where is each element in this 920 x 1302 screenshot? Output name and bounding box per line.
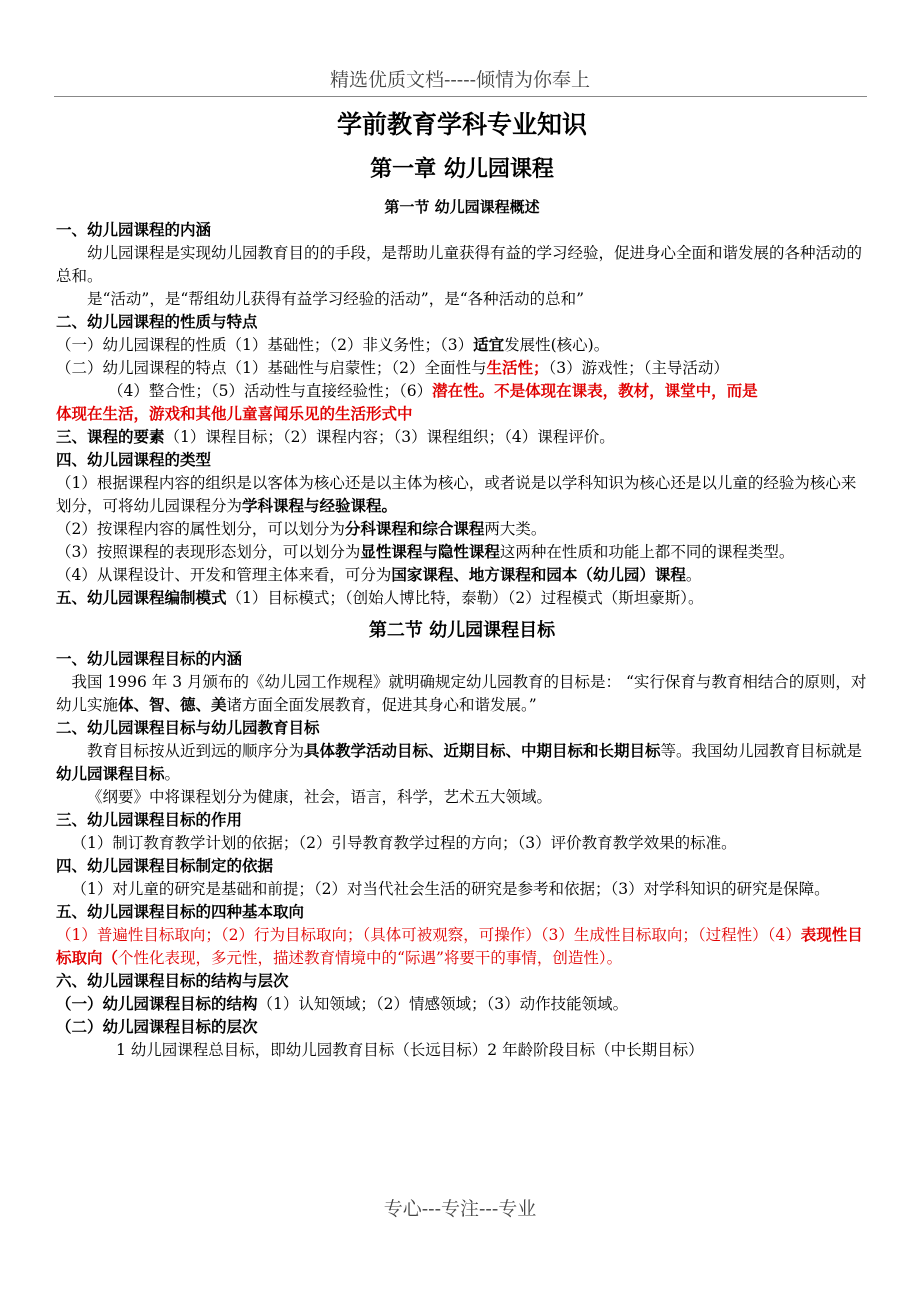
heading-2-3: 三、幼儿园课程目标的作用: [56, 811, 243, 829]
type-item-2: （2）按课程内容的属性划分，可以划分为分科课程和综合课程两大类。: [56, 520, 547, 538]
paragraph-2-5: （1）对儿童的研究是基础和前提；（2）对当代社会生活的研究是参考和依据；（3）对学科知识的研究是保障。: [71, 880, 830, 898]
document-body: [56, 104, 868, 1062]
paragraph-2-4: （1）制订教育教学计划的依据；（2）引导教育教学过程的方向；（3）评价教育教学效果的标准。: [71, 834, 737, 852]
paragraph-2-7: 1 幼儿园课程总目标，即幼儿园教育目标（长远目标）2 年龄阶段目标（中长期目标）: [116, 1041, 704, 1059]
paragraph-2-6: （1）普遍性目标取向；（2）行为目标取向；（具体可被观察，可操作）（3）生成性目标取向；（过程性）（4）表现性目标取向（个性化表现，多元性，描述教育情境中的“际遇”将要干的事情，创造性）。: [56, 926, 863, 967]
heading-2-5: 五、幼儿园课程目标的四种基本取向: [56, 903, 305, 921]
features-line-3: 体现在生活，游戏和其他儿童喜闻乐见的生活形式中: [56, 405, 413, 423]
paragraph-1-2: 是“活动”，是“帮组幼儿获得有益学习经验的活动”，是“各种活动的总和”: [87, 290, 585, 308]
heading-1-4: 四、幼儿园课程的类型: [56, 451, 212, 469]
features-line-2: （4）整合性；（5）活动性与直接经验性；（6）潜在性。不是体现在课表，教材，课堂中，而是: [108, 382, 758, 400]
chapter-title: 第一章 幼儿园课程: [370, 157, 554, 182]
paragraph-2-3: 《纲要》中将课程划分为健康，社会，语言，科学，艺术五大领域。: [87, 788, 553, 806]
heading-2-4: 四、幼儿园课程目标制定的依据: [56, 857, 274, 875]
nature-line: （一）幼儿园课程的性质（1）基础性；（2）非义务性；（3）适宜发展性(核心)。: [56, 336, 610, 354]
heading-1-1: 一、幼儿园课程的内涵: [56, 221, 212, 239]
type-item-1: （1）根据课程内容的组织是以客体为核心还是以主体为核心，或者说是以学科知识为核心还是以儿童的经验为核心来划分，可将幼儿园课程分为学科课程与经验课程。: [56, 474, 857, 515]
paragraph-2-1: 我国 1996 年 3 月颁布的《幼儿园工作规程》就明确规定幼儿园教育的目标是： “实行保育与教育相结合的原则，对幼儿实施体、智、德、美诸方面全面发展教育，促进其身心和谐发展。”: [56, 673, 867, 714]
paragraph-1-1: 幼儿园课程是实现幼儿园教育目的的手段，是帮助儿童获得有益的学习经验，促进身心全面和谐发展的各种活动的总和。: [56, 244, 863, 285]
features-line: （二）幼儿园课程的特点（1）基础性与启蒙性；（2）全面性与生活性；（3）游戏性；（主导活动）: [56, 359, 729, 377]
page-footer: 专心---专注---专业: [383, 1198, 537, 1220]
heading-2-8: （二）幼儿园课程目标的层次: [56, 1018, 258, 1036]
heading-2-6: 六、幼儿园课程目标的结构与层次: [56, 972, 289, 990]
heading-1-5: 五、幼儿园课程编制模式（1）目标模式；（创始人博比特，泰勒）（2）过程模式（斯坦豪斯）。: [56, 589, 704, 607]
section-1-title: 第一节 幼儿园课程概述: [384, 198, 540, 216]
document-title: 学前教育学科专业知识: [336, 110, 587, 139]
type-item-3: （3）按照课程的表现形态划分，可以划分为显性课程与隐性课程这两种在性质和功能上都不同的课程类型。: [56, 543, 795, 561]
type-item-4: （4）从课程设计、开发和管理主体来看，可分为国家课程、地方课程和园本（幼儿园）课程。: [56, 566, 702, 584]
section-2-title: 第二节 幼儿园课程目标: [368, 620, 556, 641]
heading-2-2: 二、幼儿园课程目标与幼儿园教育目标: [56, 719, 320, 737]
heading-2-1: 一、幼儿园课程目标的内涵: [56, 650, 243, 668]
heading-1-3: 三、课程的要素（1）课程目标；（2）课程内容；（3）课程组织；（4）课程评价。: [56, 428, 615, 446]
page-header: 精选优质文档-----倾情为你奉上: [329, 69, 591, 91]
heading-2-7: （一）幼儿园课程目标的结构（1）认知领域；（2）情感领域；（3）动作技能领域。: [56, 995, 629, 1013]
paragraph-2-2: 教育目标按从近到远的顺序分为具体教学活动目标、近期目标、中期目标和长期目标等。我国幼儿园教育目标就是幼儿园课程目标。: [56, 742, 863, 783]
header-rule: [54, 96, 867, 97]
heading-1-2: 二、幼儿园课程的性质与特点: [56, 313, 258, 331]
